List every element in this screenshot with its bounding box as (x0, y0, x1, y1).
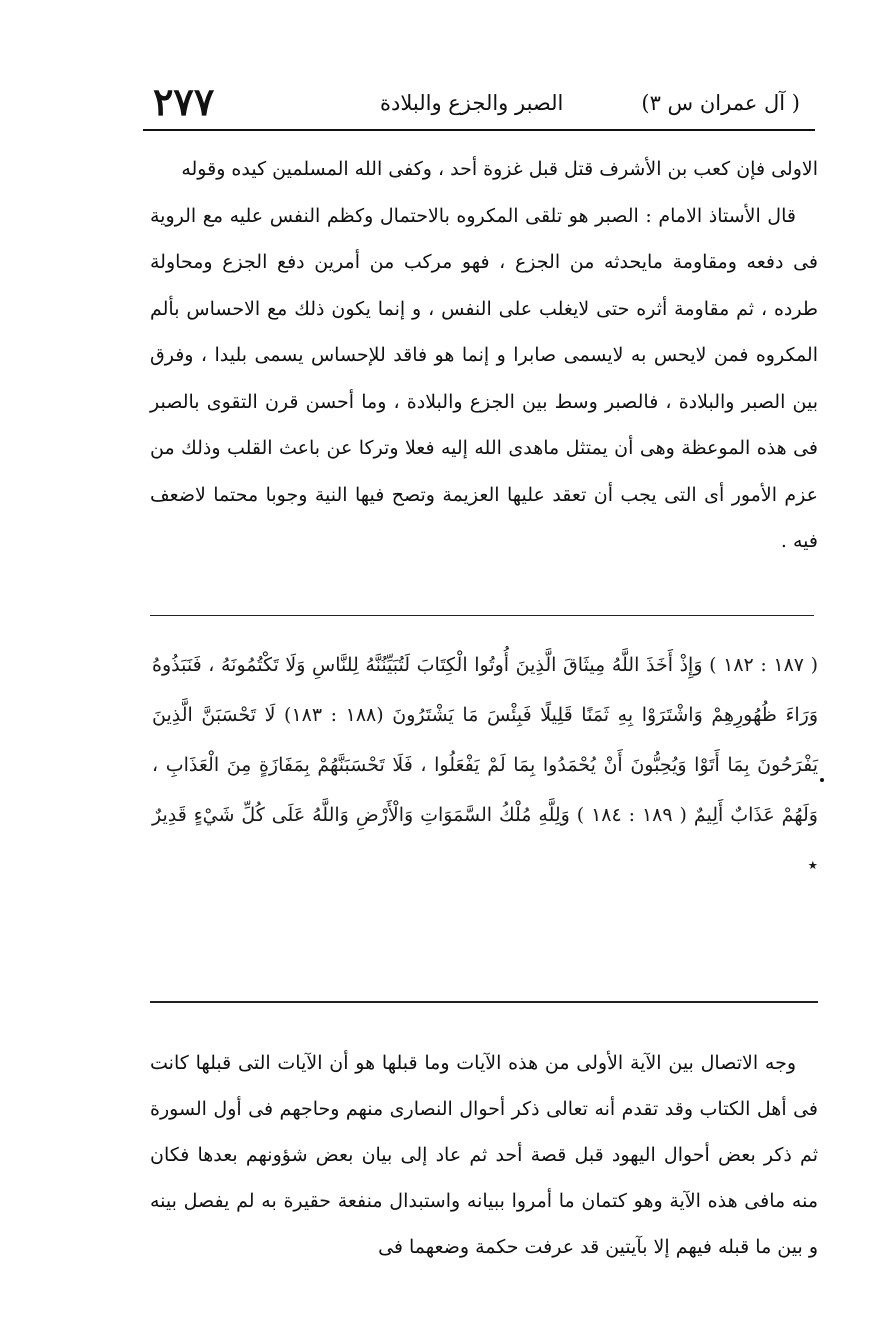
margin-mark (820, 778, 824, 782)
commentary-paragraph-3: وجه الاتصال بين الآية الأولى من هذه الآيات وما قبلها هو أن الآيات التى قبلها كانت فى أهل الكتاب وقد تقدم أنه تعالى ذكر أحوال النصارى منهم وحاجهم فى أول السورة ثم ذكر بعض أحوال اليهود قبل قصة أحد ثم عاد إلى بيان بعض شؤونهم بعدها فكان منه مافى هذه الآية وهو كتمان ما أمروا ببيانه واستبدال منفعة حقيرة به لم يفصل بينه و بين ما قبله فيهم إلا بآيتين قد عرفت حكمة وضعهما فى (150, 1052, 818, 1258)
page-number: ٢٧٧ (153, 79, 215, 124)
page-header (145, 74, 810, 132)
running-title: الصبر والجزع والبلادة (380, 91, 564, 115)
quran-verse-block (152, 640, 818, 890)
header-rule (143, 129, 815, 131)
surah-label: ( آل عمران س ٣) (641, 91, 800, 115)
commentary-bottom (150, 1040, 818, 1270)
separator-rule-bottom (150, 1001, 818, 1003)
separator-rule-top (150, 615, 814, 616)
commentary-paragraph-2: قال الأستاذ الامام : الصبر هو تلقى المكروه بالاحتمال وكظم النفس عليه مع الروية فى دفعه ومقاومة مايحدثه من الجزع ، فهو مركب من أمرين دفع الجزع ومحاولة طرده ، ثم مقاومة أثره حتى لايغلب على النفس ، و إنما يكون ذلك مع الاحساس بألم المكروه فمن لايحس به لايسمى صابرا و إنما هو فاقد للإحساس يسمى بليدا ، وفرق بين الصبر والبلادة ، فالصبر وسط بين الجزع والبلادة ، وما أحسن قرن التقوى بالصبر فى هذه الموعظة وهى أن يمتثل ماهدى الله إليه فعلا وتركا عن باعث القلب وذلك من عزم الأمور أى التى يجب أن تعقد عليها العزيمة وتصح فيها النية وجوبا محتما لاضعف فيه . (150, 204, 818, 552)
commentary-top (150, 146, 818, 565)
commentary-paragraph-1: الاولى فإن كعب بن الأشرف قتل قبل غزوة أحد ، وكفى الله المسلمين كيده وقوله (181, 158, 818, 180)
verse-text: ( ١٨٧ : ١٨٢ ) وَإِذْ أَخَذَ اللَّهُ مِيثَاقَ الَّذِينَ أُوتُوا الْكِتَابَ لَتُبَيِّنُنَّهُ لِلنَّاسِ وَلَا تَكْتُمُونَهُ ، فَنَبَذُوهُ وَرَاءَ ظُهُورِهِمْ وَاشْتَرَوْا بِهِ ثَمَنًا قَلِيلًا فَبِئْسَ مَا يَشْتَرُونَ (١٨٨ : ١٨٣) لَا تَحْسَبَنَّ الَّذِينَ يَفْرَحُونَ بِمَا أَتَوْا وَيُحِبُّونَ أَنْ يُحْمَدُوا بِمَا لَمْ يَفْعَلُوا ، فَلَا تَحْسَبَنَّهُمْ بِمَفَازَةٍ مِنَ الْعَذَابِ ، وَلَهُمْ عَذَابٌ أَلِيمٌ ( ١٨٩ : ١٨٤ ) وَلِلَّهِ مُلْكُ السَّمَوَاتِ وَالْأَرْضِ وَاللَّهُ عَلَى كُلِّ شَيْءٍ قَدِيرٌ ٭ (152, 654, 819, 876)
